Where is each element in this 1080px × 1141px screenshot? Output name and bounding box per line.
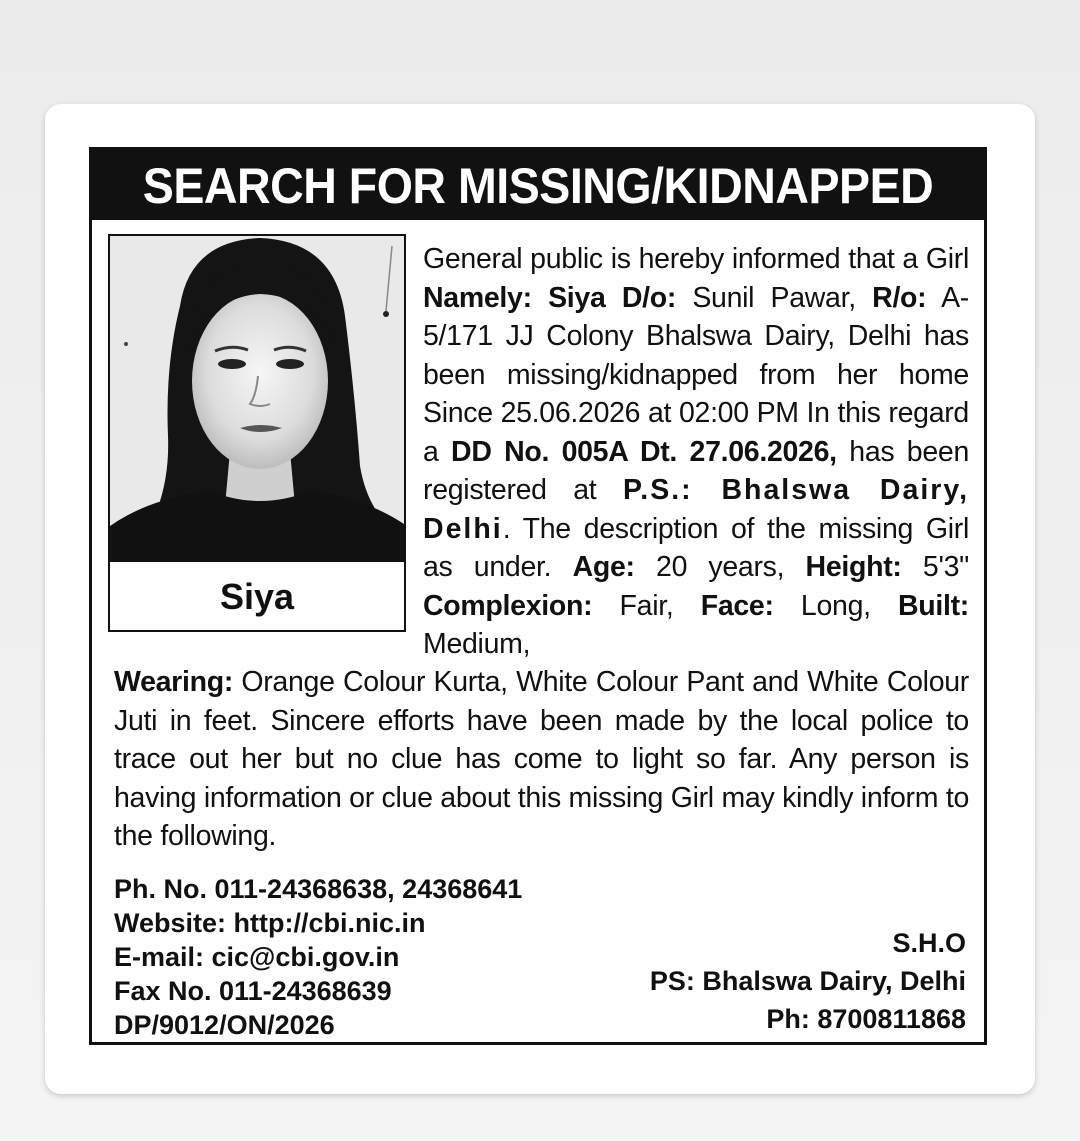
- dd-number: DD No. 005A Dt. 27.06.2026,: [451, 435, 837, 468]
- contact-website: Website: http://cbi.nic.in: [114, 908, 426, 938]
- built-value: Medium,: [423, 628, 531, 660]
- registered-text: has been registered at: [423, 435, 969, 506]
- namely-label: Namely: Siya D/o:: [423, 281, 677, 314]
- father-name: Sunil Pawar,: [676, 281, 873, 314]
- notice-body-upper: [423, 240, 969, 664]
- residence-label: R/o:: [872, 281, 927, 314]
- signatory-phone: Ph: 8700811868: [766, 1004, 966, 1034]
- notice-title: SEARCH FOR MISSING/KIDNAPPED: [123, 150, 953, 220]
- height-value: 5'3": [901, 551, 969, 583]
- face-label: Face:: [700, 589, 774, 622]
- wearing-label: Wearing:: [114, 666, 234, 698]
- reference-number: DP/9012/ON/2026: [114, 1010, 335, 1040]
- age-value: 20 years,: [634, 551, 806, 583]
- photo-caption: Siya: [110, 560, 404, 630]
- description-intro: . The description of the missing Girl as under.: [423, 512, 969, 583]
- signatory-station: PS: Bhalswa Dairy, Delhi: [649, 966, 966, 996]
- photo-frame: [108, 234, 406, 632]
- signatory-title: S.H.O: [892, 928, 966, 958]
- address-text: A-5/171 JJ Colony Bhalswa Dairy, Delhi has been missing/kidnapped from her home Since 25.06.2026 at 02:00 PM In this regard a: [423, 281, 969, 468]
- contact-email: E-mail: cic@cbi.gov.in: [114, 942, 400, 972]
- intro-text: General public is hereby informed that a Girl: [423, 243, 969, 275]
- notice-body-lower: [114, 663, 969, 856]
- height-label: Height:: [805, 551, 902, 583]
- built-label: Built:: [897, 589, 969, 622]
- age-label: Age:: [572, 551, 635, 583]
- contact-fax: Fax No. 011-24368639: [114, 976, 392, 1006]
- contact-details: [114, 872, 522, 1042]
- police-station: P.S.: Bhalswa Dairy, Delhi: [423, 474, 969, 545]
- complexion-value: Fair,: [592, 589, 701, 622]
- contact-phone: Ph. No. 011-24368638, 24368641: [114, 874, 523, 904]
- missing-person-notice: [89, 147, 987, 1045]
- wearing-value: Orange Colour Kurta, White Colour Pant and White Colour Juti in feet. Sincere efforts have been made by the local police to trace out her but no clue has come to light so far. Any person is having information or clue about this missing Girl may kindly inform to the following.: [114, 666, 969, 852]
- missing-person-photo: [110, 236, 404, 560]
- complexion-label: Complexion:: [423, 589, 593, 622]
- face-value: Long,: [773, 589, 898, 622]
- signatory-block: [650, 924, 966, 1038]
- portrait-image: [110, 236, 404, 560]
